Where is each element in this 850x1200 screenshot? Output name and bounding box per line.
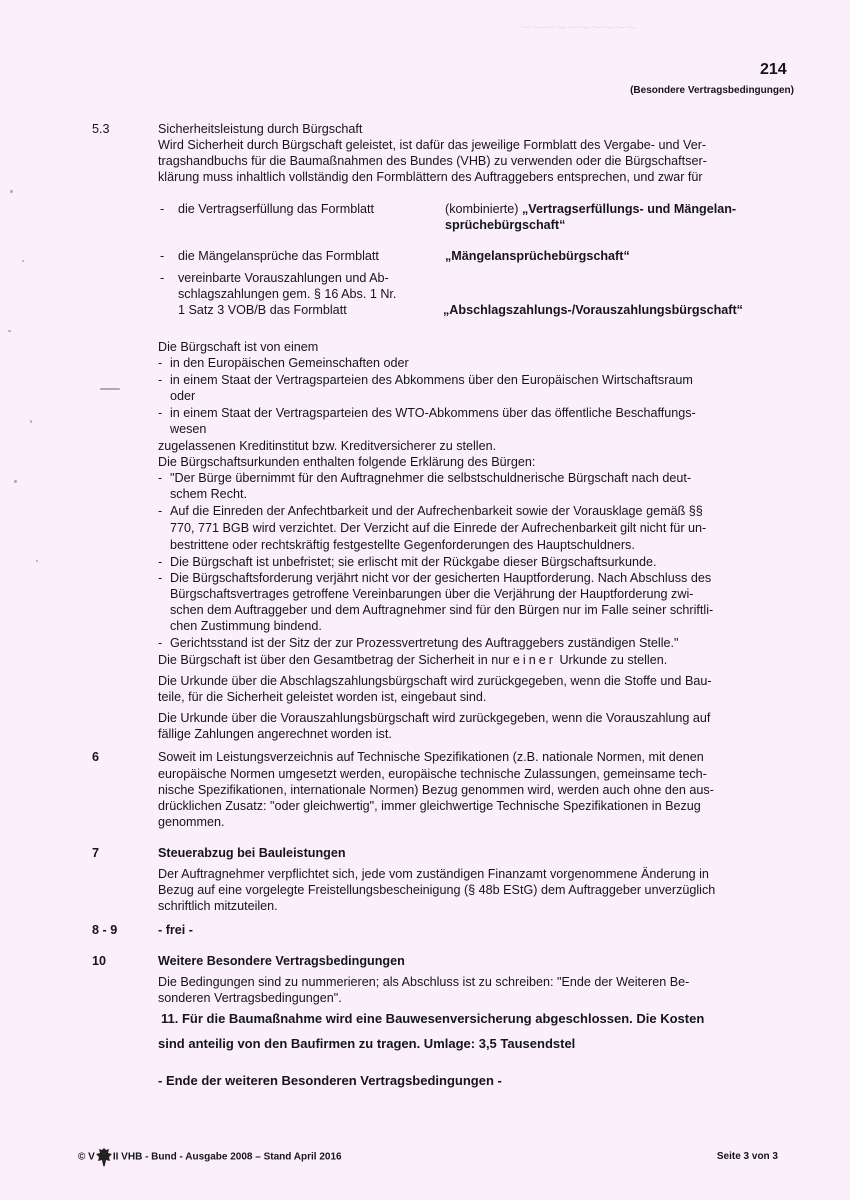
list-dash: -: [158, 636, 163, 650]
paragraph-line: Wird Sicherheit durch Bürgschaft geleistet, ist dafür das jeweilige Formblatt des Vergabe- und Ver-: [158, 138, 707, 152]
section-placeholder: - frei -: [158, 923, 193, 937]
scan-speck: [22, 260, 24, 262]
option-form-name: „Vertragserfüllungs- und Mängelan-: [521, 202, 737, 216]
list-dash: -: [158, 406, 163, 420]
paragraph-line: nische Spezifikationen, internationale Normen) Bezug genommen wird, werden auch ohne den aus-: [158, 783, 714, 797]
paragraph-line: Bezug auf eine vorgelegte Freistellungsbescheinigung (§ 48b EStG) dem Auftraggeber unverzüglich: [158, 883, 716, 897]
list-dash: -: [158, 571, 163, 585]
paragraph-line: Der Auftragnehmer verpflichtet sich, jede vom zuständigen Finanzamt vorgenommene Änderung in: [158, 867, 709, 881]
list-item: - Die Bürgschaftsforderung verjährt nicht vor der gesicherten Hauptforderung. Nach Abschluss des: [158, 571, 712, 585]
show-through-text: ~~~~~~~~~~: [520, 17, 637, 39]
list-dash: -: [158, 373, 163, 387]
paragraph-line: Die Urkunde über die Abschlagszahlungsbürgschaft wird zurückgegeben, wenn die Stoffe und Bau-: [158, 674, 712, 688]
footer-left: [78, 1146, 342, 1168]
list-item: - Auf die Einreden der Anfechtbarkeit und der Aufrechenbarkeit sowie der Vorausklage gemäß §§: [158, 504, 703, 518]
section-number: 8 - 9: [92, 923, 118, 937]
inserted-condition-line: sind anteilig von den Baufirmen zu tragen. Umlage: 3,5 Tausendstel: [158, 1036, 576, 1051]
list-item: - Gerichtsstand ist der Sitz der zur Prozessvertretung des Auftraggebers zuständigen Stelle.": [158, 636, 679, 650]
option-label: schlagszahlungen gem. § 16 Abs. 1 Nr.: [178, 287, 397, 301]
footer-edition: VHB - Bund - Ausgabe 2008 – Stand April 2016: [121, 1151, 342, 1163]
paragraph-line: sonderen Vertragsbedingungen".: [158, 991, 342, 1005]
footer-mark-suffix: II: [112, 1151, 119, 1163]
paragraph-line: teile, für die Sicherheit geleistet worden ist, eingebaut sind.: [158, 690, 487, 704]
section-number: 10: [92, 954, 107, 968]
option-label: die Vertragserfüllung das Formblatt: [178, 202, 375, 216]
list-item-continuation: chen Zustimmung bindend.: [170, 619, 322, 633]
section-number: 6: [92, 750, 100, 764]
section-number: 7: [92, 846, 100, 860]
option-label: 1 Satz 3 VOB/B das Formblatt: [178, 303, 347, 317]
list-dash: -: [158, 555, 163, 569]
scan-speck: [10, 190, 13, 193]
federal-eagle-icon: [95, 1146, 113, 1168]
paragraph-line: schriftlich mitzuteilen.: [158, 899, 278, 913]
paragraph-line: drücklichen Zusatz: "oder gleichwertig", immer gleichwertige Technische Spezifikationen in Bezug: [158, 799, 701, 813]
option-label: die Mängelansprüche das Formblatt: [178, 249, 379, 263]
list-item: - in einem Staat der Vertragsparteien des Abkommens über den Europäischen Wirtschaftsraum: [158, 373, 693, 387]
list-dash: -: [160, 249, 165, 263]
paragraph-line: Die Bedingungen sind zu nummerieren; als Abschluss ist zu schreiben: "Ende der Weiteren Be-: [158, 975, 690, 989]
paragraph-line: klärung muss inhaltlich vollständig den Formblättern des Auftraggebers entsprechen, und zwar für: [158, 170, 703, 184]
paragraph-line: fällige Zahlungen angerechnet worden ist.: [158, 727, 392, 741]
list-item-continuation: oder: [170, 389, 196, 403]
scan-speck: [100, 388, 120, 390]
list-item-continuation: bestrittene oder rechtskräftig festgestellte Gegenforderungen des Hauptschuldners.: [170, 538, 635, 552]
section-number: 5.3: [92, 122, 110, 136]
section-title: Steuerabzug bei Bauleistungen: [158, 846, 346, 860]
paragraph-line: Die Bürgschaftsurkunden enthalten folgende Erklärung des Bürgen:: [158, 455, 536, 469]
list-item: - Die Bürgschaft ist unbefristet; sie erlischt mit der Rückgabe dieser Bürgschaftsurkunde.: [158, 555, 657, 569]
paragraph-line: Die Bürgschaft ist über den Gesamtbetrag der Sicherheit in nur einer Urkunde zu stellen.: [158, 653, 668, 667]
paragraph-line: zugelassenen Kreditinstitut bzw. Kreditversicherer zu stellen.: [158, 439, 497, 453]
page-subtitle: (Besondere Vertragsbedingungen): [630, 85, 794, 96]
option-form-name: „Mängelansprüchebürgschaft“: [445, 249, 630, 263]
list-dash: -: [160, 271, 165, 285]
list-item-continuation: Bürgschaftsvertrages getroffene Vereinbarungen über die Verjährung der Hauptforderung zwi-: [170, 587, 694, 601]
option-label: vereinbarte Vorauszahlungen und Ab-: [178, 271, 389, 285]
emphasis-spaced: einer: [512, 653, 556, 667]
list-dash: -: [158, 356, 163, 370]
list-item: - in den Europäischen Gemeinschaften oder: [158, 356, 409, 370]
paragraph-line: genommen.: [158, 815, 225, 829]
paragraph-line: Soweit im Leistungsverzeichnis auf Technische Spezifikationen (z.B. nationale Normen, mit denen: [158, 750, 704, 764]
list-item: - "Der Bürge übernimmt für den Auftragnehmer die selbstschuldnerische Bürgschaft nach deut-: [158, 471, 692, 485]
scan-speck: [36, 560, 38, 562]
list-item: - in einem Staat der Vertragsparteien des WTO-Abkommens über das öffentliche Beschaffungs-: [158, 406, 696, 420]
option-form: [445, 201, 736, 217]
list-dash: -: [158, 504, 163, 518]
list-item-continuation: schem Recht.: [170, 487, 247, 501]
page-number: 214: [760, 61, 787, 78]
paragraph-line: Die Urkunde über die Vorauszahlungsbürgschaft wird zurückgegeben, wenn die Vorauszahlung auf: [158, 711, 711, 725]
paragraph-line: tragshandbuchs für die Baumaßnahmen des Bundes (VHB) zu verwenden oder die Bürgschaftser-: [158, 154, 707, 168]
footer-mark-prefix: © V: [78, 1151, 95, 1163]
section-title: Sicherheitsleistung durch Bürgschaft: [158, 122, 363, 136]
section-title: Weitere Besondere Vertragsbedingungen: [158, 954, 405, 968]
list-item-continuation: 770, 771 BGB wird verzichtet. Der Verzicht auf die Einrede der Aufrechenbarkeit gilt nicht für un-: [170, 521, 707, 535]
paragraph-line: Die Bürgschaft ist von einem: [158, 340, 319, 354]
list-item-continuation: wesen: [170, 422, 207, 436]
list-dash: -: [158, 471, 163, 485]
footer-page-count: Seite 3 von 3: [716, 1151, 778, 1162]
scan-speck: [30, 420, 32, 423]
list-dash: -: [160, 202, 165, 216]
option-form-name: sprüchebürgschaft“: [445, 218, 566, 232]
option-form-name: „Abschlagszahlungs-/Vorauszahlungsbürgschaft“: [443, 303, 743, 317]
list-item-continuation: schen dem Auftraggeber und dem Auftragnehmer sind für den Bürgen nur im Falle seiner schriftli-: [170, 603, 714, 617]
end-of-conditions: - Ende der weiteren Besonderen Vertragsbedingungen -: [158, 1073, 502, 1088]
scan-speck: [14, 480, 17, 483]
inserted-condition-line: 11. Für die Baumaßnahme wird eine Bauwesenversicherung abgeschlossen. Die Kosten: [161, 1011, 705, 1026]
scan-speck: [8, 330, 11, 332]
paragraph-line: europäische Normen umgesetzt werden, europäische technische Zulassungen, gemeinsame tech-: [158, 767, 707, 781]
option-prefix: (kombinierte): [445, 202, 522, 216]
